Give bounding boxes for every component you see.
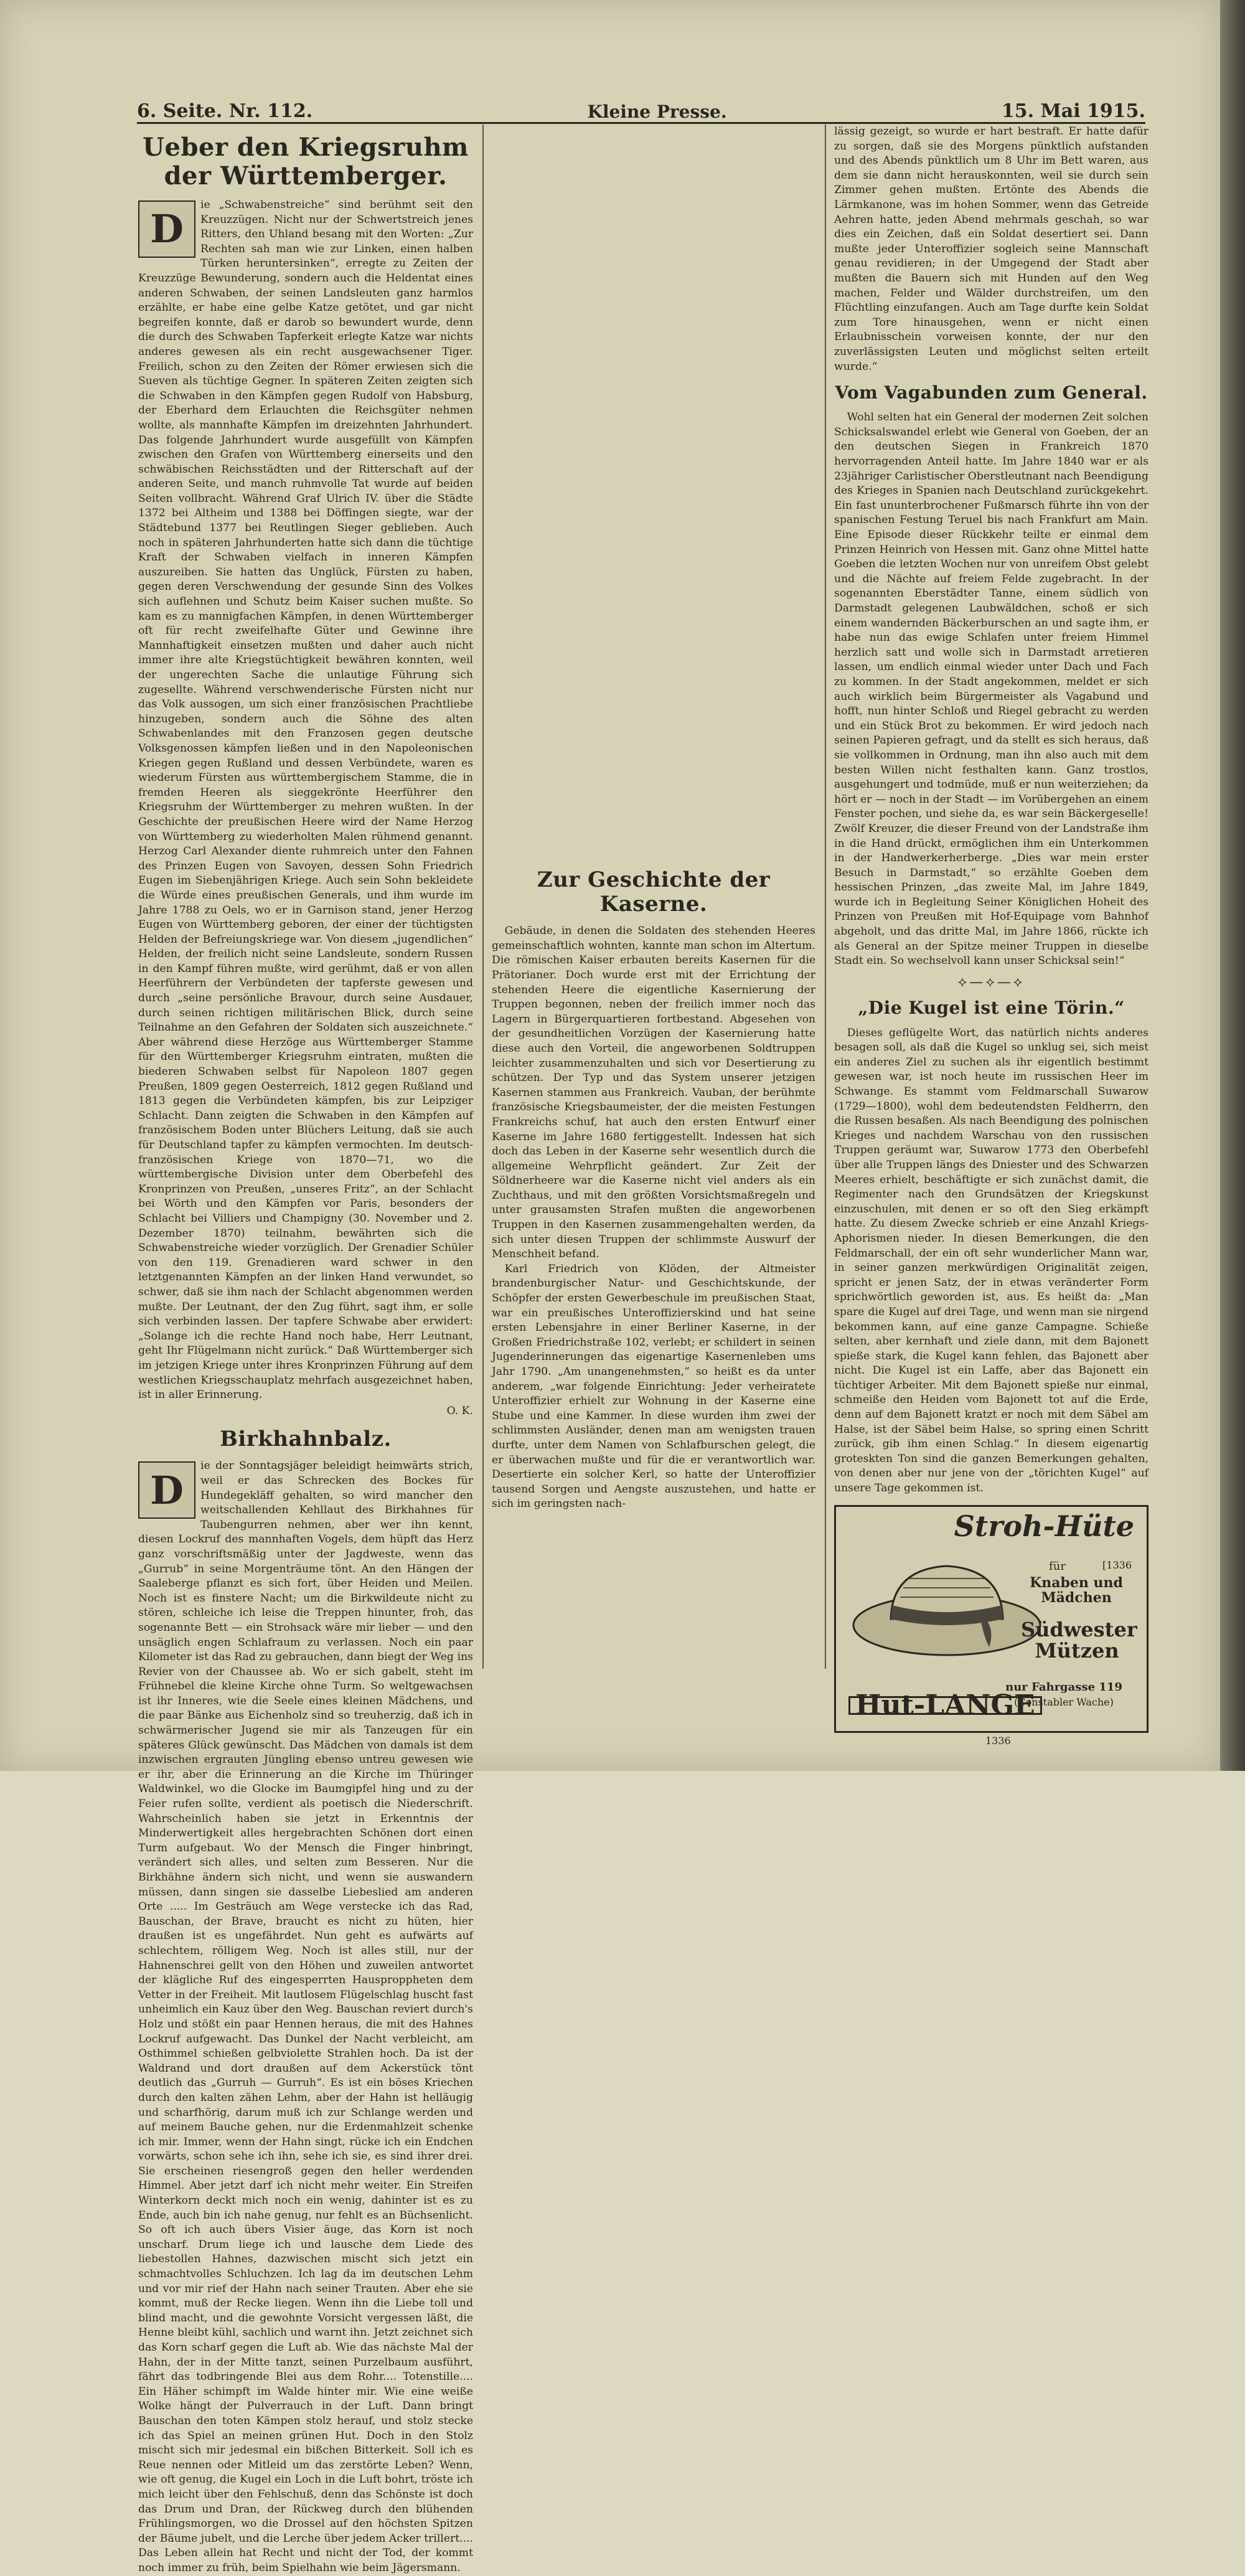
straw-hat-illustration [847, 1532, 1046, 1663]
advertisement-hut-lange [834, 1505, 1149, 1747]
article-signature: O. K. [446, 1404, 473, 1417]
ad-headline: Stroh-Hüte [954, 1509, 1134, 1543]
ad-product [1021, 1617, 1137, 1663]
article-title-kaserne: Zur Geschichte der Kaserne. [537, 867, 771, 917]
article-body-kugel: Dieses geflügelte Wort, das natürlich nichts anderes besagen soll, als daß die Kugel so unklug sei, sich meist ein anderes Ziel zu suchen als ihr eigentlich bestimmt gewesen war, ist noch heute im russischen Heer im Schwange. Es stammt vom Feldmarschall Suwarow (1729—1800), wohl dem bedeutendsten Feldherrn, den die Russen besaßen. Als nach Beendigung des polnischen Krieges und nachdem Warschau von den russischen Truppen geräumt war, Suwarow 1773 den Oberbefehl über alle Truppen längs des Dniester und des Schwarzen Meeres erhielt, beschäftigte er sich zunächst damit, die Regimenter nach den Grundsätzen der Kriegskunst einzuschulen, mit denen er so oft den Sieg erkämpft hatte. Zu diesem Zwecke schrieb er eine Anzahl Kriegs-Aphorismen nieder. In diesen Bemerkungen, die den Feldmarschall, der ein oft sehr wunderlicher Mann war, in seiner ganzen merkwürdigen Originalität zeigen, spricht er jenen Satz, der in etwas veränderter Form sprichwörtlich geworden ist, aus. Es heißt da: „Man spare die Kugel auf drei Tage, und wenn man sie nirgend bekommen kann, auf eine ganze Campagne. Schieße selten, aber kernhaft und ziele dann, mit dem Bajonett spieße stark, die Kugel kann fehlen, das Bajonett aber nicht. Die Kugel ist ein Laffe, aber das Bajonett ein tüchtiger Arbeiter. Mit dem Bajonett spieße nur einmal, schmeiße den Heiden vom Bajonett tot auf die Erde, denn auf dem Bajonett kratzt er noch mit dem Säbel am Halse, ist der Säbel beim Halse, so spring einen Schritt zurück, gib ihm einen Schlag.“ In diesem eigenartig groteskten Ton sind die ganzen Bemerkungen gehalten, von denen aber nur jene von der „törichten Kugel“ auf unsere Tage gekommen ist. [834, 1026, 1149, 1495]
ad-line: Knaben und [1030, 1574, 1123, 1591]
ad-code: [1336 [1102, 1559, 1132, 1571]
article-title-birkhahn: Birkhahnbalz. [220, 1427, 392, 1452]
article-title-kugel: „Die Kugel ist eine Törin.“ [858, 998, 1125, 1019]
column-1 [138, 125, 473, 2574]
article-paragraph: Gebäude, in denen die Soldaten des stehenden Heeres gemeinschaftlich wohnten, kannte man schon im Altertum. Die römischen Kaiser erbauten bereits Kasernen für die Prätorianer. Doch wurde erst mit der Errichtung der stehenden Heere die eigentliche Kasernierung der Truppen begonnen, neben der freilich immer noch das Lagern in Bürgerquartieren fortbestand. Abgesehen von der gesundheitlichen Vorzügen der Kasernierung hatte diese auch den Vorteil, die angeworbenen Soldtruppen leichter zusammenzuhalten und sich vor Desertierung zu schützen. Der Typ und das System unserer jetzigen Kasernen stammen aus Frankreich. Vauban, der berühmte französische Kriegsbaumeister, der die meisten Festungen Frankreichs schuf, hat auch den ersten Entwurf einer Kaserne im Jahre 1680 fertiggestellt. Indessen hat sich doch das Leben in der Kaserne sehr wesentlich durch die allgemeine Wehrpflicht geändert. Zur Zeit der Söldnerheere war die Kaserne nicht viel anders als ein Zuchthaus, und mit den größten Vorsichtsmaßregeln und unter grausamsten Strafen mußten die angeworbenen Truppen in den Kasernen zusammengehalten werden, da sich unter diesen Truppen der schlimmste Auswurf der Menschheit befand. [492, 925, 815, 1261]
column-2 [492, 125, 815, 1675]
page-edge-shadow [1220, 0, 1245, 1771]
ad-line: Südwester [1021, 1617, 1137, 1641]
ad-for-label: für [1049, 1559, 1066, 1573]
header-rule [137, 122, 1145, 124]
article-body-birkhahn: ie der Sonntagsjäger beleidigt heimwärts strich, weil er das Schrecken des Bockes für Hundegekläff gehalten, so wird mancher den weitschallenden Kehllaut des Birkhahnes für Taubengurren nehmen, aber wer ihn kennt, diesen Lockruf des mannhaften Vogels, dem hüpft das Herz ganz vorschriftsmäßig unter der Jagdweste, wenn das „Gurrub“ in seine Morgenträume tönt. An den Hängen der Saaleberge pflanzt es sich fort, über Heiden und Meilen. Noch ist es finstere Nacht; um die Birkwildeute nicht zu stören, schleiche ich leise die Treppen hinunter, froh, das sogenannte Bett — ein Strohsack wäre mir lieber — und den unsäglich engen Schlafraum zu verlassen. Noch ein paar Kilometer ist das Rad zu gebrauchen, dann biegt der Weg ins Revier von der Chaussee ab. Wo er sich gabelt, steht im Frühnebel die kleine Kirche ohne Turm. So weltgewachsen ist ihr Inneres, wie die Seele eines kleinen Mädchens, und die paar Bänke aus Eichenholz sind so treuherzig, daß ich in schwärmerischer Jugend sie mir als Tanzeugen für ein späteres Glück gewünscht. Das Mädchen von damals ist dem inzwischen ergrauten Jüngling ebenso untreu gewesen wie er ihr, aber die Erinnerung an die Kirche im Thüringer Waldwinkel, wo die Glocke im Baumgipfel hing und zu der Feier rufen sollte, verdient als poetisch die Niederschrift. Wahrscheinlich haben sie jetzt in Erkenntnis der Minderwertigkeit alles hergebrachten Schönen dort einen Turm aufgebaut. Wo der Mensch die Finger hinbringt, verändert sich alles, und selten zum Besseren. Nur die Birkhähne ändern sich nicht, und wenn sie auswandern müssen, dann singen sie dasselbe Liebeslied am anderen Orte ..... Im Gesträuch am Wege verstecke ich das Rad, Bauschan, der Brave, braucht es nicht zu hüten, hier draußen ist es ungefährdet. Nun geht es aufwärts auf schlechtem, rölligem Weg. Noch ist alles still, nur der Hahnenschrei gellt von den Höhen und zuweilen antwortet der klägliche Ruf des eingesperrten Hausproppheten dem Vetter in der Freiheit. Mit lautlosem Flügelschlag huscht fast unheimlich ein Kauz über den Weg. Bauschan reviert durch's Holz und stößt ein paar Hennen heraus, die mit des Hahnes Lockruf aufgewacht. Das Dunkel der Nacht verbleicht, am Osthimmel schießen gelbviolette Strahlen hoch. Da ist der Waldrand und dort draußen auf dem Ackerstück tönt deutlich das „Gurruh — Gurruh“. Es ist ein böses Kriechen durch den kalten zähen Lehm, aber der Hahn ist helläugig und scharfhörig, darum muß ich zur Schlange werden und auf meinem Bauche gehen, nur die Erdenmahlzeit schenke ich mir. Immer, wenn der Hahn singt, rücke ich ein Endchen vorwärts, schon sehe ich ihn, sehe ich sie, es sind ihrer drei. Sie erscheinen riesengroß gegen den heller werdenden Himmel. Aber jetzt darf ich nicht mehr weiter. Ein Streifen Winterkorn deckt mich noch ein wenig, dahinter ist es zu Ende, auch bin ich nahe genug, nur fehlt es an Büchsenlicht. So oft ich auch übers Visier äuge, das Korn ist noch unscharf. Drum liege ich und lausche dem Liede des liebestollen Hahnes, dazwischen mischt sich jetzt ein schmachtvolles Schluchzen. Ich lag da im deutschen Lehm und vor mir rief der Hahn nach seiner Trauten. Aber ehe sie kommt, muß der Recke liegen. Wenn ihn die Liebe toll und blind macht, und die gewohnte Vorsicht vergessen läßt, die Henne bleibt kühl, sachlich und warnt ihn. Jetzt zeichnet sich das Korn scharf gegen die Luft ab. Wie das nächste Mal der Hahn, der in der Mitte tanzt, seinen Purzelbaum ausführt, fährt das todbringende Blei aus dem Rohr.... Totenstille.... Ein Häher schimpft im Walde hinter mir. Wie eine weiße Wolke hängt der Pulverrauch in der Luft. Dann bringt Bauschan den toten Kämpen stolz herauf, und stolz stecke ich das Spiel an meinen grünen Hut. Doch in den Stolz mischt sich mir jedesmal ein bißchen Bitterkeit. Soll ich es Reue nennen oder Mitleid um das zerstörte Leben? Wenn, wie oft genug, die Kugel ein Loch in die Luft bohrt, tröste ich mich leicht über den Fehlschuß, denn das Schönste ist doch das Drum und Dran, der Rückweg durch den blühenden Frühlingsmorgen, wo die Drossel auf den höchsten Spitzen der Bäume jubelt, und die Lerche über jedem Acker trillert.... Das Leben allein hat Recht und nicht der Tod, der kommt noch immer zu früh, beim Spielhahn wie beim Jägersmann. [138, 1460, 473, 2574]
column-divider-1 [482, 125, 484, 1669]
article-title-wuerttemberger: Ueber den Kriegsruhm der Württemberger. [143, 133, 469, 191]
ad-landmark: (Constabler Wache) [1014, 1696, 1114, 1709]
ad-number: 1336 [985, 1735, 1011, 1747]
page-number: 6. Seite. Nr. 112. [137, 100, 313, 122]
ad-street: nur Fahrgasse 119 [1005, 1681, 1122, 1694]
drop-cap: D [138, 1461, 195, 1519]
article-paragraph: Karl Friedrich von Klöden, der Altmeister brandenburgischer Natur- und Geschichtskunde, der Schöpfer der ersten Gewerbeschule im preußischen Staat, war ein preußisches Unteroffizierskind und hat seine ersten Lebensjahre in einer Berliner Kaserne, in der Großen Friedrichstraße 102, verlebt; er schildert in seinen Jugenderinnerungen das eigenartige Kasernenleben ums Jahr 1790. „Am unangenehmsten,“ so heißt es da unter anderem, „war folgende Einrichtung: Jeder verheiratete Unteroffizier erhielt zur Wohnung in der Kaserne eine Stube und eine Kammer. In diese wurden ihm zwei der schlimmsten Ausländer, denen man am wenigsten trauen durfte, unter dem Namen von Schlafburschen gelegt, die er überwachen mußte und für die er verantwortlich war. Desertierte ein solcher Kerl, so hatte der Unteroffizier tausend Sorgen und Aengste auszustehen, und hatte er sich im geringsten nach- [492, 1262, 815, 1511]
article-title-vagabund: Vom Vagabunden zum General. [835, 382, 1148, 403]
ad-target-group [1023, 1575, 1129, 1605]
section-ornament: ⟡—⟡—⟡ [957, 974, 1025, 990]
article-body-vagabund: Wohl selten hat ein General der modernen Zeit solchen Schicksalswandel erlebt wie General von Goeben, der an den deutschen Siegen in Frankreich 1870 hervorragenden Anteil hatte. Im Jahre 1840 war er als 23jähriger Carlistischer Oberstleutnant nach Beendigung des Krieges in Spanien nach Deutschland zurückgekehrt. Ein fast ununterbrochener Fußmarsch führte ihn von der spanischen Festung Teruel bis nach Frankfurt am Main. Eine Episode dieser Rückkehr teilte er einmal dem Prinzen Heinrich von Hessen mit. Ganz ohne Mittel hatte Goeben die letzten Wochen nur von unreifem Obst gelebt und die Nächte auf freiem Felde zugebracht. In der sogenannten Eberstädter Tanne, einem südlich von Darmstadt gelegenen Laubwäldchen, schoß er sich einem wandernden Bäckerburschen an und sagte ihm, er habe nun das ewige Schlafen unter freiem Himmel herzlich satt und wolle sich in Darmstadt arretieren lassen, um endlich einmal wieder unter Dach und Fach zu kommen. In der Stadt angekommen, meldet er sich auch wirklich beim Bürgermeister als Vagabund und hofft, nun hinter Schloß und Riegel gebracht zu werden und ein Stück Brot zu bekommen. Er wird jedoch nach seinen Papieren gefragt, und da stellt es sich heraus, daß sie vollkommen in Ordnung, man ihn also auch mit dem besten Willen nicht festhalten kann. Ganz trostlos, ausgehungert und todmüde, muß er nun weiterziehen; da hört er — noch in der Stadt — im Vorübergehen an einem Fenster pochen, und siehe da, es war sein Bäckergeselle! Zwölf Kreuzer, die dieser Freund von der Landstraße ihm in die Hand drückt, ermöglichen ihm ein Unterkommen in der Handwerkerherberge. „Dies war mein erster Besuch in Darmstadt,“ so erzählte Goeben dem hessischen Prinzen, „das zweite Mal, im Jahre 1849, wurde ich in Begleitung Seiner Königlichen Hoheit des Prinzen von Preußen mit Hof-Equipage vom Bahnhof abgeholt, und das dritte Mal, im Jahre 1866, rückte ich als General an der Spitze meiner Truppen in dieselbe Stadt ein. So wechselvoll kann unser Schicksal sein!“ [834, 411, 1149, 968]
newspaper-name: Kleine Presse. [587, 101, 727, 122]
ad-line: Mützen [1035, 1638, 1119, 1663]
issue-date: 15. Mai 1915. [1001, 100, 1145, 122]
column-3 [834, 125, 1149, 1747]
ad-address [992, 1680, 1135, 1709]
birkhahn-continuation-space [492, 125, 815, 859]
ad-brand: Hut-LANGE [848, 1696, 1042, 1715]
column-divider-2 [825, 125, 826, 1669]
ad-line: Mädchen [1041, 1589, 1112, 1606]
article-continuation-kaserne: lässig gezeigt, so wurde er hart bestraft. Er hatte dafür zu sorgen, daß sie des Morgens pünktlich aufstanden und des Abends pünktlich um 8 Uhr im Bett waren, aus dem sie dann nicht herauskonnten, weil sie durch sein Zimmer gehen mußten. Ertönte des Abends die Lärmkanone, was im hohen Sommer, wenn das Getreide Aehren hatte, jeden Abend mehrmals geschah, so war dies ein Zeichen, daß ein Soldat desertiert sei. Dann mußte jeder Unteroffizier sogleich seine Mannschaft genau revidieren; in der Umgegend der Stadt aber mußten die Bauern sich mit Hunden auf den Weg machen, Felder und Wälder durchstreifen, um den Flüchtling einzufangen. Auch am Tage durfte kein Soldat zum Tore hinausgehen, wenn er nicht einen Erlaubnisschein vorweisen konnte, der nur den zuverlässigsten Leuten und möglichst selten erteilt wurde.“ [834, 125, 1149, 373]
article-body-wuerttemberger: ie „Schwabenstreiche“ sind berühmt seit den Kreuzzügen. Nicht nur der Schwertstreich jenes Ritters, den Uhland besang mit den Worten: „Zur Rechten sah man wie zur Linken, einen halben Türken heruntersinken“, erregte zu Zeiten der Kreuzzüge Bewunderung, sondern auch die Heldentat eines anderen Schwaben, der seinen Landsleuten ganz harmlos erzählte, er habe eine gelbe Katze getötet, und gar nicht begreifen konnte, daß er darob so bewundert wurde, denn die durch des Schwaben Tapferkeit erlegte Katze war nichts anderes gewesen als ein recht ausgewachsener Tiger. Freilich, schon zu den Zeiten der Römer erwiesen sich die Sueven als tüchtige Gegner. In späteren Zeiten zeigten sich die Schwaben in den Kämpfen gegen Rudolf von Habsburg, der Eberhard dem Erlauchten die Reichsgüter nehmen wollte, als mannhafte Kämpfen im dreizehnten Jahrhundert. Das folgende Jahrhundert wurde ausgefüllt von Kämpfen zwischen den Grafen von Württemberg einerseits und den schwäbischen Reichsstädten und der Ritterschaft auf der anderen Seite, und manch ruhmvolle Tat wurde auf beiden Seiten vollbracht. Während Graf Ulrich IV. über die Städte 1372 bei Altheim und 1388 bei Döffingen siegte, war der Städtebund 1377 bei Reutlingen Sieger geblieben. Auch noch in späteren Jahrhunderten hatte sich dann die tüchtige Kraft der Schwaben vielfach in inneren Kämpfen auszureiben. Sie hatten das Unglück, Fürsten zu haben, gegen deren Verschwendung der gesunde Sinn des Volkes sich auflehnen und Schutz beim Kaiser suchen mußte. So kam es zu mannigfachen Kämpfen, in denen Württemberger oft für recht zweifelhafte Güter und Gewinne ihre Mannhaftigkeit einsetzen mußten und daher auch nicht immer ihre alte Kriegstüchtigkeit bewähren konnten, weil der ungerechten Sache die unlautige Führung sich zugesellte. Während verschwenderische Fürsten nicht nur das Volk aussogen, um sich einer französischen Prachtliebe hinzugeben, sondern auch die Söhne des alten Schwabenlandes mit den Franzosen gegen deutsche Volksgenossen kämpfen ließen und in den Napoleonischen Kriegen gegen Rußland und dessen Verbündete, waren es wiederum Fürsten aus württembergischem Stamme, die in fremden Heeren als sieggekrönte Heerführer den Kriegsruhm der Württemberger zu mehren wußten. In der Geschichte der preußischen Heere wird der Name Herzog von Württemberg zu wiederholten Malen rühmend genannt. Herzog Carl Alexander diente ruhmreich unter den Fahnen des Prinzen Eugen von Savoyen, dessen Sohn Friedrich Eugen im Siebenjährigen Kriege. Auch sein Sohn bekleidete die Würde eines preußischen Generals, und ihm wurde im Jahre 1788 zu Oels, wo er in Garnison stand, jener Herzog Eugen von Württemberg geboren, der einer der tüchtigsten Helden der Befreiungskriege war. Von diesem „jugendlichen“ Helden, der freilich nicht seine Landsleute, sondern Russen in den Kampf führen mußte, wird gerühmt, daß er von allen Heerführern der Verbündeten der tapferste gewesen und durch „seine persönliche Bravour, durch seine Ausdauer, durch seinen richtigen militärischen Blick, durch seine Teilnahme an den Gefahren der Soldaten sich auszeichnete.“ Aber während diese Herzöge aus Württemberger Stamme für den Württemberger Kriegsruhm eintraten, mußten die biederen Schwaben selbst für Napoleon 1807 gegen Preußen, 1809 gegen Oesterreich, 1812 gegen Rußland und 1813 gegen die Verbündeten kämpfen, bis zur Leipziger Schlacht. Dann zeigten die Schwaben in den Kämpfen auf französischem Boden unter Blüchers Leitung, daß sie auch für Deutschland tapfer zu kämpfen vermochten. Im deutsch-französischen Kriege von 1870—71, wo die württembergische Division unter dem Oberbefehl des Kronprinzen von Preußen, „unseres Fritz“, an der Schlacht bei Wörth und den Kämpfen vor Paris, besonders der Schlacht bei Villiers und Champigny (30. November und 2. Dezember 1870) teilnahm, bewährten sich die Schwabenstreiche wieder vorzüglich. Der Grenadier Schüler von den 119. Grenadieren ward schwer in den letztgenannten Kämpfen an der linken Hand verwundet, so schwer, daß sie ihm nach der Schlacht abgenommen werden mußte. Der Leutnant, der den Zug führt, sagt ihm, er solle sich verbinden lassen. Der tapfere Schwabe aber erwidert: „Solange ich die rechte Hand noch habe, Herr Leutnant, geht Ihr Flügelmann nicht zurück.“ Daß Württemberger sich im jetzigen Kriege unter ihres Kronprinzen Führung auf dem westlichen Kriegsschauplatz mehrfach ausgezeichnet haben, ist in aller Erinnerung. [138, 199, 473, 1402]
page-header [137, 93, 1145, 122]
drop-cap: D [138, 201, 195, 258]
